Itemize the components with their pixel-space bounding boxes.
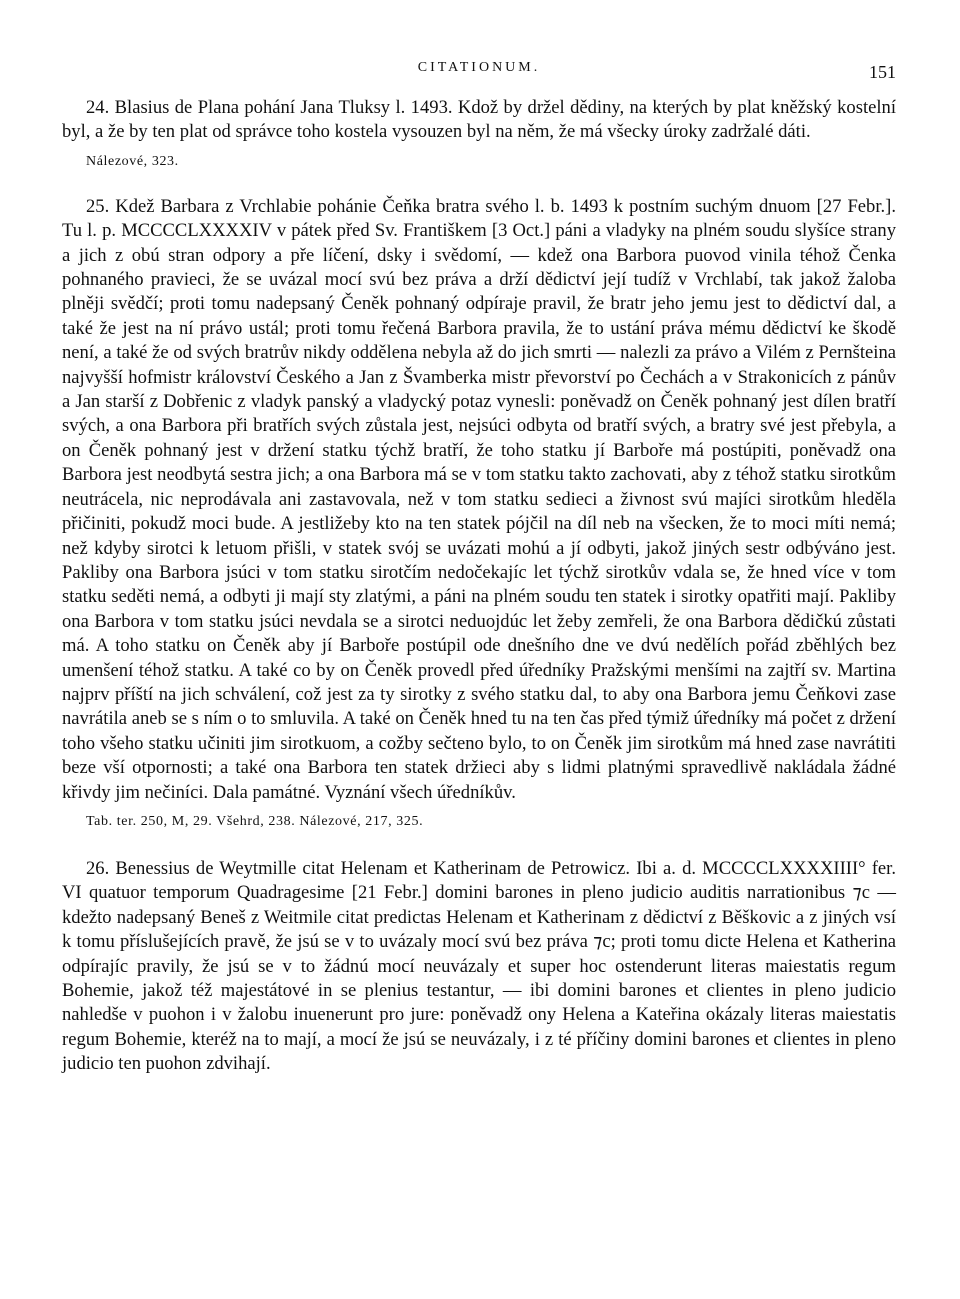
entry-25	[62, 195, 896, 831]
entry-text: 25. Kdež Barbara z Vrchlabie pohánie Čeňka bratra svého l. b. 1493 k postním suchým dnuom [27 Febr.]. Tu l. p. MCCCCLXXXXIV v pátek před Sv. Františkem [3 Oct.] páni a vladyky na plném soudu slyšíce strany a jich z obú stran odpory a pře líčení, dsky i svědomí, — kdež ona Barbora puovod vinila téhož Čenka pohnaného pravieci, že se uvázal mocí svú bez práva a drží dědictví její tudíž v Vrchlabí, tak jakož žaloba plněji svědčí; proti tomu nadepsaný Čeněk pohnaný odpíraje pravil, že bratr jeho jemu jest to dědictví dal, a také že jest na ní právo ustál; proti tomu řečená Barbora pravila, že to ustání práva mému dědictví ke škodě není, a také že od svých bratrův nikdy oddělena nebyla až do jich smrti — nalezli za právo a Vilém z Pernšteina najvyšší hofmistr království Českého a Jan z Švamberka mistr převorství po Čechách a v Strakonicích z pánův a Jan starší z Dobřenic z vladyk panský a vladycký potaz vynesli: poněvadž on Čeněk pohnaný jest dílen bratří svých, a ona Barbora při bratřích svých zůstala jest, nejsúci odbyta od bratří svých, a bratry své jest přebyla, a on Čeněk pohnaný jest v držení statku týchž bratří, že toho statku jí Barboře má postúpiti, poněvadž ona Barbora jest neodbytá sestra jich; a ona Barbora má se v tom statku takto zachovati, aby z téhož statku sirotkům neutrácela, nic neprodávala ani zastavovala, než v tom statku sedieci a živnost svú majíci sirotkům hleděla přičiniti, pokudž moci bude. A jestližeby kto na ten statek pójčil na díl neb na všecken, že to moci míti nemá; než kdyby sirotci k letuom přišli, v statek svój se uvázati mohú a jí odbyti, jakož jiných sestr odbýváno jest. Pakliby ona Barbora jsúci v tom statku sirotčím nedočekajíc let týchž sirotkův vdala se, že hned více v tom statku seděti nemá, a odbyti ji mají sty zlatými, a páni na plném soudu ten statek i sirotky opatřiti mají. Pakliby ona Barbora v tom statku jsúci nevdala se a sirotci neduojdúc let žeby zemřeli, že ona Barbora dědičkú zůstati má. A toho statku on Čeněk aby jí Barboře postúpil ode dnešního dne ve dvú nedělích pořád zběhlých bez umenšení téhož statku. A také co by on Čeněk provedl před úředníky Pražskými menšími na zajtří sv. Martina najprv příští na jich schválení, což jest za ty sirotky z svého statku dal, to aby ona Barbora jemu Čeňkovi zase navrátila aneb se s ním o to smluvila. A také on Čeněk hned tu na ten čas před týmiž úředníky má počet z držení toho všeho statku učiniti jim sirotkuom, a cožby sečteno bylo, to on Čeněk jim sirotkům má hned zase navrátiti beze vší otpornosti; a také ona Barbora ten statek držieci aby s lidmi platnými spravedlivě nakládala žádné křivdy jim nečiníci. Dala památné. Vyznání všech úředníkův.	[62, 195, 896, 803]
page-number: 151	[869, 62, 896, 82]
entry-text: 24. Blasius de Plana pohání Jana Tluksy l. 1493. Kdož by držel dědiny, na kterých by plat kněžský kostelní byl, a že by ten plat od správce toho kostela vysouzen byl na něm, že má všecky úroky zadržalé dáti.	[62, 97, 896, 143]
entry-text: 26. Benessius de Weytmille citat Helenam et Katherinam de Petrowicz. Ibi a. d. MCCCCLXXXXIIII° fer. VI quatuor temporum Quadragesime [21 Febr.] domini barones in pleno judicio auditis narrationibus ⁊c — kdežto nadepsaný Beneš z Weitmile citat predictas Helenam et Katherinam z dědictví z Běškovic a z jiných vsí k tomu příslušejících pravě, že jsú se v to uvázaly mocí svú bez práva ⁊c; proti tomu dicte Helena et Katherina odpírajíc pravily, že jsú se v to žádnú mocí neuvázaly et super hoc ostenderunt literas maiestatis regum Bohemie, jakož též majestátové in se plenius testantur, — ibi domini barones et clientes in pleno judicio nahledše v puohon i v žalobu inuenerunt pro jure: poněvadž ony Helena a Kateřina okázaly literas maiestatis regum Bohemie, kteréž na to mají, a mocí že jsú se neuvázaly, i z té příčiny domini barones et clientes in pleno judicio ten puohon zdvihají.	[62, 857, 896, 1075]
document-page	[62, 50, 896, 1280]
running-header	[62, 50, 896, 90]
entry-24	[62, 96, 896, 171]
running-title: CITATIONUM.	[417, 60, 541, 75]
entry-source: Nálezové, 323.	[86, 153, 179, 169]
entry-source: Tab. ter. 250, M, 29. Všehrd, 238. Nálezové, 217, 325.	[86, 813, 424, 829]
entry-26	[62, 857, 896, 1077]
